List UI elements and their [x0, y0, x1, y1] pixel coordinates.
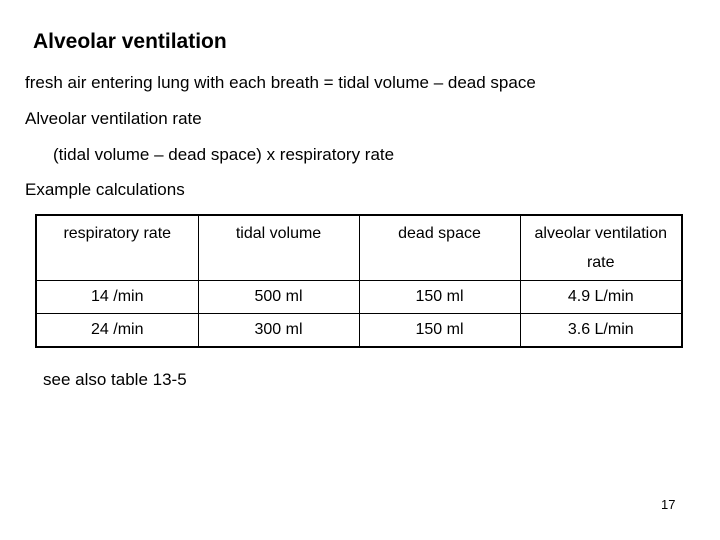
page-number: 17 — [661, 497, 676, 512]
table-cell: 300 ml — [198, 314, 359, 347]
table-cell: 150 ml — [359, 281, 520, 314]
formula-line: (tidal volume – dead space) x respiratory rate — [53, 145, 395, 164]
table-header-cell: respiratory rate — [36, 215, 198, 281]
table-cell: 150 ml — [359, 314, 520, 347]
example-calculations-table — [35, 214, 683, 348]
subheading-alveolar-ventilation-rate: Alveolar ventilation rate — [25, 109, 202, 128]
table-cell: 14 /min — [36, 281, 198, 314]
table-cell: 3.6 L/min — [520, 314, 682, 347]
table-cell: 4.9 L/min — [520, 281, 682, 314]
table-header-cell: dead space — [359, 215, 520, 281]
table-header-row — [36, 215, 682, 281]
reference-note: see also table 13-5 — [43, 370, 187, 389]
table-cell: 500 ml — [198, 281, 359, 314]
slide-title: Alveolar ventilation — [33, 30, 227, 53]
subheading-example-calculations: Example calculations — [25, 180, 185, 199]
definition-line: fresh air entering lung with each breath = tidal volume – dead space — [25, 73, 536, 92]
table-header-cell: tidal volume — [198, 215, 359, 281]
table-header-cell: alveolar ventilation rate — [520, 215, 682, 281]
table-row — [36, 314, 682, 347]
table-cell: 24 /min — [36, 314, 198, 347]
table-row — [36, 281, 682, 314]
